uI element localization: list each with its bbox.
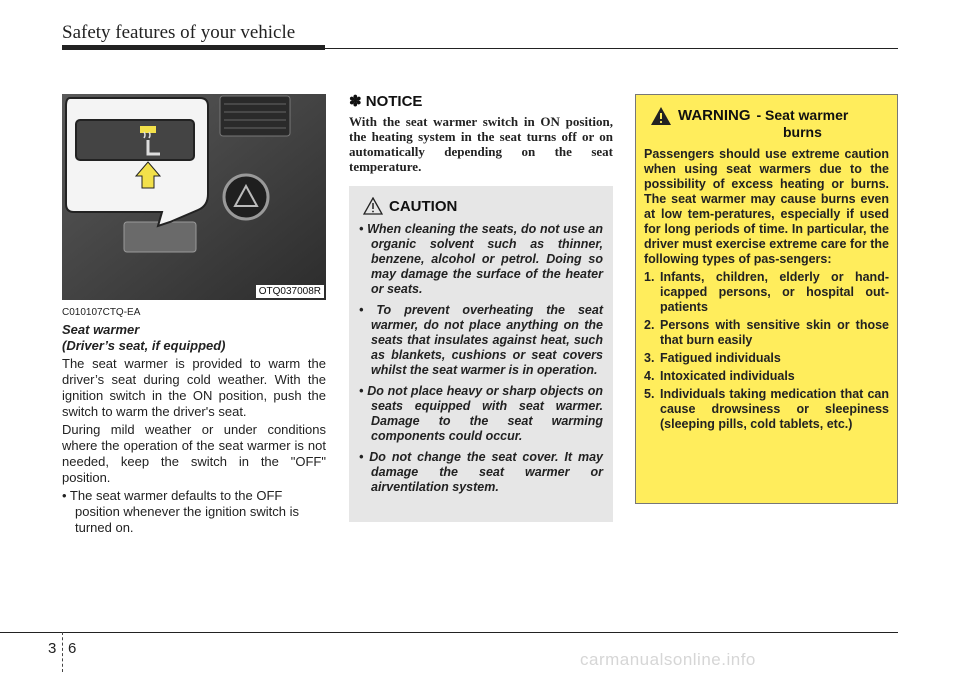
watermark: carmanualsonline.info [580,650,756,669]
warning-list [644,270,889,432]
body-paragraph: During mild weather or under conditions where the operation of the seat warmer is not needed, keep the switch in the "OFF" position. [62,422,326,485]
caution-triangle-icon [363,197,383,215]
body-paragraph: The seat warmer is provided to warm the driver’s seat during cold weather. With the ignition switch in the ON position, push the switch to warm the driver's seat. [62,356,326,419]
hazard-icon [224,175,268,219]
list-number: 1. [644,270,655,284]
list-number: 4. [644,369,655,383]
section-title [62,322,226,354]
seat-warmer-photo [62,94,326,300]
header-rule [62,45,325,50]
list-item: • Do not change the seat cover. It may damage the seat warmer or airventilation system. [359,450,603,494]
section-title-line2: (Driver’s seat, if equipped) [62,338,226,353]
list-item [644,387,889,432]
footer-divider [62,632,63,672]
list-item [644,318,889,348]
section-title-line1: Seat warmer [62,322,140,337]
list-text: Fatigued individuals [660,351,781,365]
header-rule-thin [325,48,898,49]
notice-text: With the seat warmer switch in ON position, the heating system in the seat turns off or on automatically depending on the seat temperature. [349,114,613,174]
warning-text: Passengers should use extreme caution when using seat warmers due to the possibility of excess heating or burns. The seat warmer may cause burns even at low tem-peratures, especially if used for long periods of time. In particular, the driver must exercise extreme care for the following types of pas-sengers: [644,147,889,266]
list-text: Infants, children, elderly or hand-icapped persons, or hospital out-patients [660,270,889,314]
warning-subtitle-line1: - Seat warmer [756,107,849,123]
caution-list [359,222,603,495]
warning-box [635,94,898,504]
photo-caption: OTQ037008R [256,285,324,298]
list-item: • When cleaning the seats, do not use an organic solvent such as thinner, benzene, alcohol or petrol. Doing so may damage the surface of the heater or seats. [359,222,603,296]
header-title: Safety features of your vehicle [62,22,296,43]
list-number: 2. [644,318,655,332]
list-number: 5. [644,387,655,401]
caution-box [349,186,613,522]
list-number: 3. [644,351,655,365]
warning-subtitle-line2: burns [782,124,822,140]
page-chapter: 3 [48,640,57,657]
warning-heading [650,107,889,141]
air-vent [220,96,290,136]
footer-rule [0,632,898,633]
page-number: 6 [68,640,77,657]
list-text: Individuals taking medication that can cause drowsiness or sleepiness (sleeping pills, cold tablets, etc.) [660,387,889,431]
photo-illustration [62,94,326,300]
notice-title: ✽ NOTICE [349,93,423,110]
list-text: Persons with sensitive skin or those that burn easily [660,318,889,347]
warning-label: WARNING [678,107,751,124]
caution-title: CAUTION [389,197,458,215]
list-item: • Do not place heavy or sharp objects on seats equipped with seat warmer. Damage to the seat warming components could occur. [359,384,603,443]
list-item [644,351,889,366]
list-item [644,369,889,384]
bullet-item: • The seat warmer defaults to the OFF position whenever the ignition switch is turned on. [62,488,300,535]
list-item [644,270,889,315]
warning-subtitle [757,107,849,141]
list-text: Intoxicated individuals [660,369,795,383]
warning-triangle-icon [650,106,672,126]
caution-heading [363,196,603,216]
doc-code: C010107CTQ-EA [62,307,141,318]
list-item: • To prevent overheating the seat warmer, do not place anything on the seats that insulates against heat, such as blankets, cushions or seat covers whilst the seat warmer is in operation. [359,303,603,377]
